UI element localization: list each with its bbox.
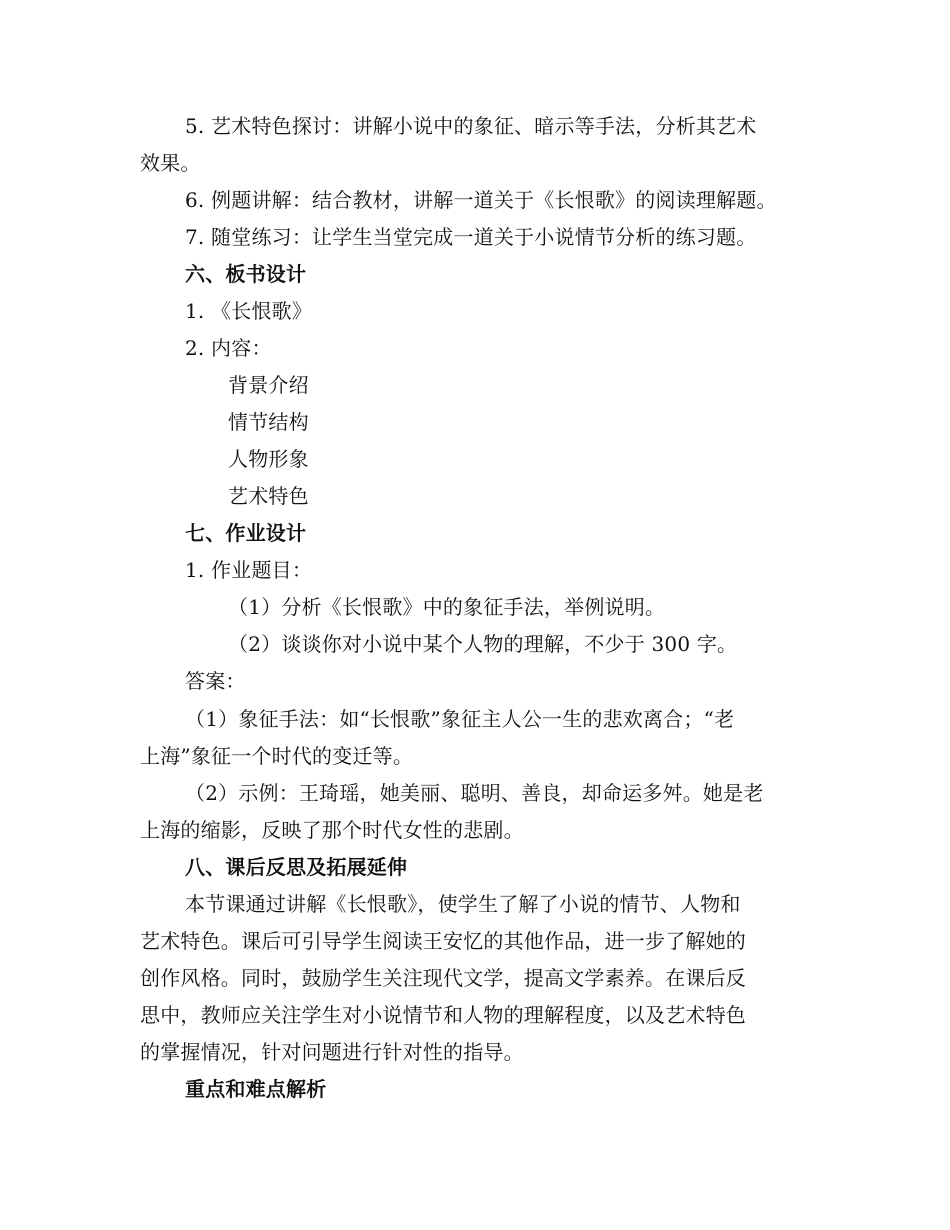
paragraph-line: 的掌握情况，针对问题进行针对性的指导。 [140, 1040, 524, 1064]
section-heading: 重点和难点解析 [185, 1077, 327, 1101]
list-subitem: 人物形象 [228, 447, 309, 471]
question-item: （1）分析《长恨歌》中的象征手法，举例说明。 [228, 595, 666, 619]
paragraph-line: 5. 艺术特色探讨：讲解小说中的象征、暗示等手法，分析其艺术 [185, 114, 757, 138]
answer-line: （2）示例：王琦瑶，她美丽、聪明、善良，却命运多舛。她是老 [185, 781, 764, 805]
section-heading: 七、作业设计 [185, 521, 307, 545]
answer-line: （1）象征手法：如“长恨歌”象征主人公一生的悲欢离合；“老 [185, 707, 735, 731]
section-heading: 六、板书设计 [185, 262, 307, 286]
paragraph-line: 创作风格。同时，鼓励学生关注现代文学，提高文学素养。在课后反 [140, 966, 746, 990]
paragraph-line: 效果。 [140, 151, 201, 175]
answer-line: 上海的缩影，反映了那个时代女性的悲剧。 [140, 818, 524, 842]
list-item: 2. 内容： [185, 336, 272, 360]
paragraph-line: 本节课通过讲解《长恨歌》，使学生了解了小说的情节、人物和 [185, 892, 741, 916]
list-subitem: 背景介绍 [228, 373, 309, 397]
paragraph-line: 7. 随堂练习：让学生当堂完成一道关于小说情节分析的练习题。 [185, 225, 757, 249]
list-item: 1. 作业题目： [185, 558, 313, 582]
answer-line: 上海”象征一个时代的变迁等。 [140, 744, 414, 768]
paragraph-line: 6. 例题讲解：结合教材，讲解一道关于《长恨歌》的阅读理解题。 [185, 188, 777, 212]
paragraph-line: 思中，教师应关注学生对小说情节和人物的理解程度，以及艺术特色 [140, 1003, 746, 1027]
list-subitem: 艺术特色 [228, 484, 309, 508]
question-item: （2）谈谈你对小说中某个人物的理解，不少于 300 字。 [228, 632, 738, 656]
answer-label: 答案： [185, 669, 246, 693]
list-subitem: 情节结构 [228, 410, 309, 434]
section-heading: 八、课后反思及拓展延伸 [185, 855, 408, 879]
list-item: 1. 《长恨歌》 [185, 299, 313, 323]
paragraph-line: 艺术特色。课后可引导学生阅读王安忆的其他作品，进一步了解她的 [140, 929, 746, 953]
